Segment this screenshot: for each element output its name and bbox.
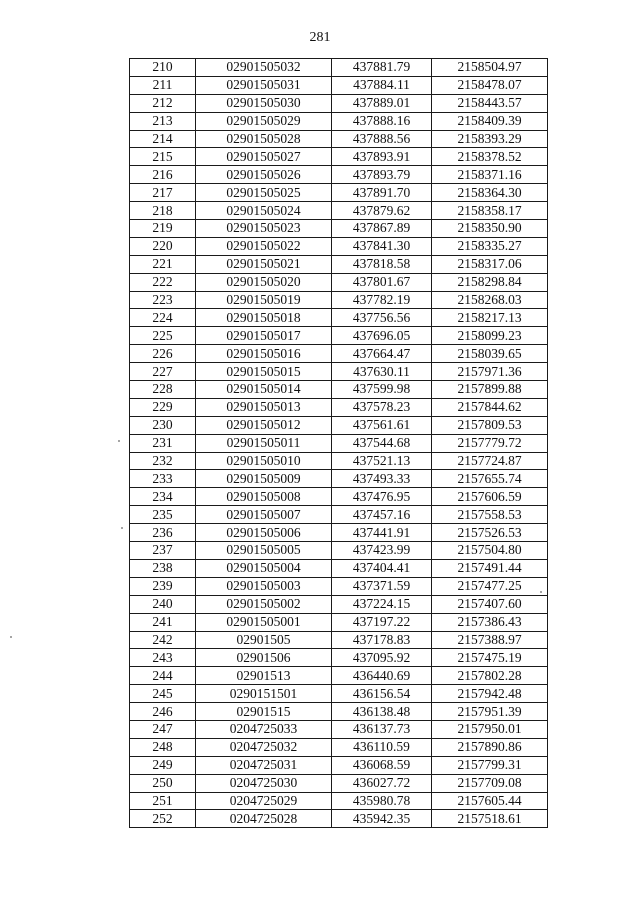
table-row xyxy=(130,398,548,416)
x-coordinate-cell: 437423.99 xyxy=(332,542,432,560)
y-coordinate-cell: 2158378.52 xyxy=(432,148,548,166)
y-coordinate-cell: 2158268.03 xyxy=(432,291,548,309)
row-number-cell: 251 xyxy=(130,792,196,810)
id-cell: 02901505004 xyxy=(196,559,332,577)
row-number-cell: 248 xyxy=(130,738,196,756)
id-cell: 02901505005 xyxy=(196,542,332,560)
table-row xyxy=(130,130,548,148)
row-number-cell: 247 xyxy=(130,720,196,738)
x-coordinate-cell: 437888.16 xyxy=(332,112,432,130)
row-number-cell: 240 xyxy=(130,595,196,613)
id-cell: 02901505008 xyxy=(196,488,332,506)
y-coordinate-cell: 2157971.36 xyxy=(432,363,548,381)
table-row xyxy=(130,237,548,255)
x-coordinate-cell: 437893.79 xyxy=(332,166,432,184)
y-coordinate-cell: 2157518.61 xyxy=(432,810,548,828)
table-row xyxy=(130,273,548,291)
id-cell: 02901505029 xyxy=(196,112,332,130)
id-cell: 02901515 xyxy=(196,703,332,721)
y-coordinate-cell: 2157606.59 xyxy=(432,488,548,506)
table-row xyxy=(130,613,548,631)
y-coordinate-cell: 2158409.39 xyxy=(432,112,548,130)
row-number-cell: 227 xyxy=(130,363,196,381)
y-coordinate-cell: 2157558.53 xyxy=(432,506,548,524)
row-number-cell: 222 xyxy=(130,273,196,291)
id-cell: 02901505001 xyxy=(196,613,332,631)
id-cell: 02901505019 xyxy=(196,291,332,309)
x-coordinate-cell: 437891.70 xyxy=(332,184,432,202)
y-coordinate-cell: 2157890.86 xyxy=(432,738,548,756)
id-cell: 02901505027 xyxy=(196,148,332,166)
x-coordinate-cell: 437578.23 xyxy=(332,398,432,416)
y-coordinate-cell: 2157724.87 xyxy=(432,452,548,470)
x-coordinate-cell: 437599.98 xyxy=(332,381,432,399)
x-coordinate-cell: 437493.33 xyxy=(332,470,432,488)
id-cell: 02901505012 xyxy=(196,416,332,434)
x-coordinate-cell: 437782.19 xyxy=(332,291,432,309)
row-number-cell: 211 xyxy=(130,76,196,94)
y-coordinate-cell: 2157605.44 xyxy=(432,792,548,810)
x-coordinate-cell: 436137.73 xyxy=(332,720,432,738)
y-coordinate-cell: 2158335.27 xyxy=(432,237,548,255)
y-coordinate-cell: 2158317.06 xyxy=(432,255,548,273)
row-number-cell: 219 xyxy=(130,220,196,238)
scan-speck xyxy=(540,591,542,593)
x-coordinate-cell: 437404.41 xyxy=(332,559,432,577)
id-cell: 02901505022 xyxy=(196,237,332,255)
row-number-cell: 215 xyxy=(130,148,196,166)
table-row xyxy=(130,649,548,667)
table-row xyxy=(130,720,548,738)
x-coordinate-cell: 437881.79 xyxy=(332,59,432,77)
table-row xyxy=(130,59,548,77)
table-row xyxy=(130,434,548,452)
id-cell: 02901505014 xyxy=(196,381,332,399)
table-row xyxy=(130,291,548,309)
y-coordinate-cell: 2157491.44 xyxy=(432,559,548,577)
y-coordinate-cell: 2157779.72 xyxy=(432,434,548,452)
y-coordinate-cell: 2157950.01 xyxy=(432,720,548,738)
id-cell: 0204725033 xyxy=(196,720,332,738)
y-coordinate-cell: 2158099.23 xyxy=(432,327,548,345)
id-cell: 02901506 xyxy=(196,649,332,667)
table-row xyxy=(130,184,548,202)
x-coordinate-cell: 437630.11 xyxy=(332,363,432,381)
x-coordinate-cell: 436068.59 xyxy=(332,756,432,774)
id-cell: 02901513 xyxy=(196,667,332,685)
row-number-cell: 244 xyxy=(130,667,196,685)
y-coordinate-cell: 2157799.31 xyxy=(432,756,548,774)
row-number-cell: 221 xyxy=(130,255,196,273)
row-number-cell: 243 xyxy=(130,649,196,667)
row-number-cell: 226 xyxy=(130,345,196,363)
id-cell: 02901505015 xyxy=(196,363,332,381)
id-cell: 0204725031 xyxy=(196,756,332,774)
x-coordinate-cell: 436440.69 xyxy=(332,667,432,685)
x-coordinate-cell: 435942.35 xyxy=(332,810,432,828)
row-number-cell: 237 xyxy=(130,542,196,560)
row-number-cell: 225 xyxy=(130,327,196,345)
x-coordinate-cell: 437756.56 xyxy=(332,309,432,327)
table-row xyxy=(130,345,548,363)
id-cell: 0290151501 xyxy=(196,685,332,703)
y-coordinate-cell: 2158504.97 xyxy=(432,59,548,77)
row-number-cell: 232 xyxy=(130,452,196,470)
table-row xyxy=(130,470,548,488)
id-cell: 02901505023 xyxy=(196,220,332,238)
x-coordinate-cell: 437893.91 xyxy=(332,148,432,166)
y-coordinate-cell: 2158478.07 xyxy=(432,76,548,94)
id-cell: 02901505016 xyxy=(196,345,332,363)
table-row xyxy=(130,452,548,470)
y-coordinate-cell: 2157407.60 xyxy=(432,595,548,613)
table-row xyxy=(130,703,548,721)
y-coordinate-cell: 2158371.16 xyxy=(432,166,548,184)
x-coordinate-cell: 437879.62 xyxy=(332,202,432,220)
row-number-cell: 216 xyxy=(130,166,196,184)
row-number-cell: 229 xyxy=(130,398,196,416)
table-row xyxy=(130,220,548,238)
row-number-cell: 223 xyxy=(130,291,196,309)
scan-speck xyxy=(121,527,123,529)
y-coordinate-cell: 2157655.74 xyxy=(432,470,548,488)
y-coordinate-cell: 2158393.29 xyxy=(432,130,548,148)
table-row xyxy=(130,631,548,649)
y-coordinate-cell: 2158039.65 xyxy=(432,345,548,363)
x-coordinate-cell: 437095.92 xyxy=(332,649,432,667)
table-row xyxy=(130,792,548,810)
x-coordinate-cell: 437197.22 xyxy=(332,613,432,631)
table-row xyxy=(130,363,548,381)
x-coordinate-cell: 437818.58 xyxy=(332,255,432,273)
table-row xyxy=(130,166,548,184)
row-number-cell: 235 xyxy=(130,506,196,524)
id-cell: 02901505010 xyxy=(196,452,332,470)
x-coordinate-cell: 437884.11 xyxy=(332,76,432,94)
id-cell: 02901505030 xyxy=(196,94,332,112)
table-row xyxy=(130,524,548,542)
id-cell: 02901505024 xyxy=(196,202,332,220)
table-row xyxy=(130,202,548,220)
row-number-cell: 230 xyxy=(130,416,196,434)
y-coordinate-cell: 2157386.43 xyxy=(432,613,548,631)
table-row xyxy=(130,559,548,577)
x-coordinate-cell: 437441.91 xyxy=(332,524,432,542)
row-number-cell: 233 xyxy=(130,470,196,488)
row-number-cell: 252 xyxy=(130,810,196,828)
x-coordinate-cell: 437801.67 xyxy=(332,273,432,291)
y-coordinate-cell: 2158350.90 xyxy=(432,220,548,238)
id-cell: 02901505021 xyxy=(196,255,332,273)
row-number-cell: 218 xyxy=(130,202,196,220)
y-coordinate-cell: 2157809.53 xyxy=(432,416,548,434)
x-coordinate-cell: 437664.47 xyxy=(332,345,432,363)
row-number-cell: 217 xyxy=(130,184,196,202)
table-row xyxy=(130,76,548,94)
x-coordinate-cell: 437888.56 xyxy=(332,130,432,148)
id-cell: 0204725030 xyxy=(196,774,332,792)
id-cell: 02901505017 xyxy=(196,327,332,345)
y-coordinate-cell: 2158443.57 xyxy=(432,94,548,112)
scan-speck xyxy=(118,440,120,442)
id-cell: 0204725029 xyxy=(196,792,332,810)
table-body xyxy=(130,59,548,828)
table-row xyxy=(130,577,548,595)
x-coordinate-cell: 437544.68 xyxy=(332,434,432,452)
id-cell: 02901505013 xyxy=(196,398,332,416)
y-coordinate-cell: 2158217.13 xyxy=(432,309,548,327)
y-coordinate-cell: 2157951.39 xyxy=(432,703,548,721)
id-cell: 02901505020 xyxy=(196,273,332,291)
row-number-cell: 249 xyxy=(130,756,196,774)
table-row xyxy=(130,667,548,685)
page-number: 281 xyxy=(309,30,331,45)
table-row xyxy=(130,381,548,399)
y-coordinate-cell: 2157942.48 xyxy=(432,685,548,703)
row-number-cell: 220 xyxy=(130,237,196,255)
x-coordinate-cell: 436138.48 xyxy=(332,703,432,721)
x-coordinate-cell: 437476.95 xyxy=(332,488,432,506)
table-row xyxy=(130,506,548,524)
y-coordinate-cell: 2157504.80 xyxy=(432,542,548,560)
x-coordinate-cell: 436027.72 xyxy=(332,774,432,792)
row-number-cell: 238 xyxy=(130,559,196,577)
x-coordinate-cell: 436156.54 xyxy=(332,685,432,703)
id-cell: 02901505032 xyxy=(196,59,332,77)
id-cell: 02901505018 xyxy=(196,309,332,327)
table-row xyxy=(130,94,548,112)
table-row xyxy=(130,416,548,434)
table-row xyxy=(130,738,548,756)
id-cell: 02901505028 xyxy=(196,130,332,148)
row-number-cell: 234 xyxy=(130,488,196,506)
x-coordinate-cell: 437457.16 xyxy=(332,506,432,524)
id-cell: 02901505031 xyxy=(196,76,332,94)
id-cell: 02901505026 xyxy=(196,166,332,184)
table-row xyxy=(130,148,548,166)
y-coordinate-cell: 2157844.62 xyxy=(432,398,548,416)
row-number-cell: 213 xyxy=(130,112,196,130)
row-number-cell: 245 xyxy=(130,685,196,703)
table-row xyxy=(130,774,548,792)
x-coordinate-cell: 437224.15 xyxy=(332,595,432,613)
y-coordinate-cell: 2157802.28 xyxy=(432,667,548,685)
x-coordinate-cell: 437561.61 xyxy=(332,416,432,434)
table-row xyxy=(130,488,548,506)
x-coordinate-cell: 437371.59 xyxy=(332,577,432,595)
x-coordinate-cell: 437521.13 xyxy=(332,452,432,470)
table-row xyxy=(130,756,548,774)
table-row xyxy=(130,327,548,345)
row-number-cell: 236 xyxy=(130,524,196,542)
id-cell: 02901505003 xyxy=(196,577,332,595)
table-row xyxy=(130,685,548,703)
row-number-cell: 241 xyxy=(130,613,196,631)
table-row xyxy=(130,255,548,273)
id-cell: 0204725028 xyxy=(196,810,332,828)
scan-speck xyxy=(10,636,12,638)
id-cell: 02901505011 xyxy=(196,434,332,452)
y-coordinate-cell: 2157899.88 xyxy=(432,381,548,399)
coordinates-table xyxy=(129,58,548,828)
y-coordinate-cell: 2158298.84 xyxy=(432,273,548,291)
y-coordinate-cell: 2157526.53 xyxy=(432,524,548,542)
row-number-cell: 239 xyxy=(130,577,196,595)
row-number-cell: 228 xyxy=(130,381,196,399)
table-row xyxy=(130,112,548,130)
row-number-cell: 210 xyxy=(130,59,196,77)
table-row xyxy=(130,595,548,613)
row-number-cell: 242 xyxy=(130,631,196,649)
row-number-cell: 250 xyxy=(130,774,196,792)
row-number-cell: 231 xyxy=(130,434,196,452)
x-coordinate-cell: 436110.59 xyxy=(332,738,432,756)
y-coordinate-cell: 2158358.17 xyxy=(432,202,548,220)
x-coordinate-cell: 435980.78 xyxy=(332,792,432,810)
id-cell: 02901505007 xyxy=(196,506,332,524)
y-coordinate-cell: 2158364.30 xyxy=(432,184,548,202)
row-number-cell: 246 xyxy=(130,703,196,721)
x-coordinate-cell: 437867.89 xyxy=(332,220,432,238)
row-number-cell: 212 xyxy=(130,94,196,112)
table-row xyxy=(130,810,548,828)
table-row xyxy=(130,542,548,560)
y-coordinate-cell: 2157388.97 xyxy=(432,631,548,649)
row-number-cell: 224 xyxy=(130,309,196,327)
id-cell: 0204725032 xyxy=(196,738,332,756)
x-coordinate-cell: 437841.30 xyxy=(332,237,432,255)
row-number-cell: 214 xyxy=(130,130,196,148)
y-coordinate-cell: 2157477.25 xyxy=(432,577,548,595)
y-coordinate-cell: 2157709.08 xyxy=(432,774,548,792)
x-coordinate-cell: 437696.05 xyxy=(332,327,432,345)
table-row xyxy=(130,309,548,327)
id-cell: 02901505006 xyxy=(196,524,332,542)
id-cell: 02901505025 xyxy=(196,184,332,202)
y-coordinate-cell: 2157475.19 xyxy=(432,649,548,667)
id-cell: 02901505002 xyxy=(196,595,332,613)
x-coordinate-cell: 437178.83 xyxy=(332,631,432,649)
x-coordinate-cell: 437889.01 xyxy=(332,94,432,112)
id-cell: 02901505009 xyxy=(196,470,332,488)
id-cell: 02901505 xyxy=(196,631,332,649)
